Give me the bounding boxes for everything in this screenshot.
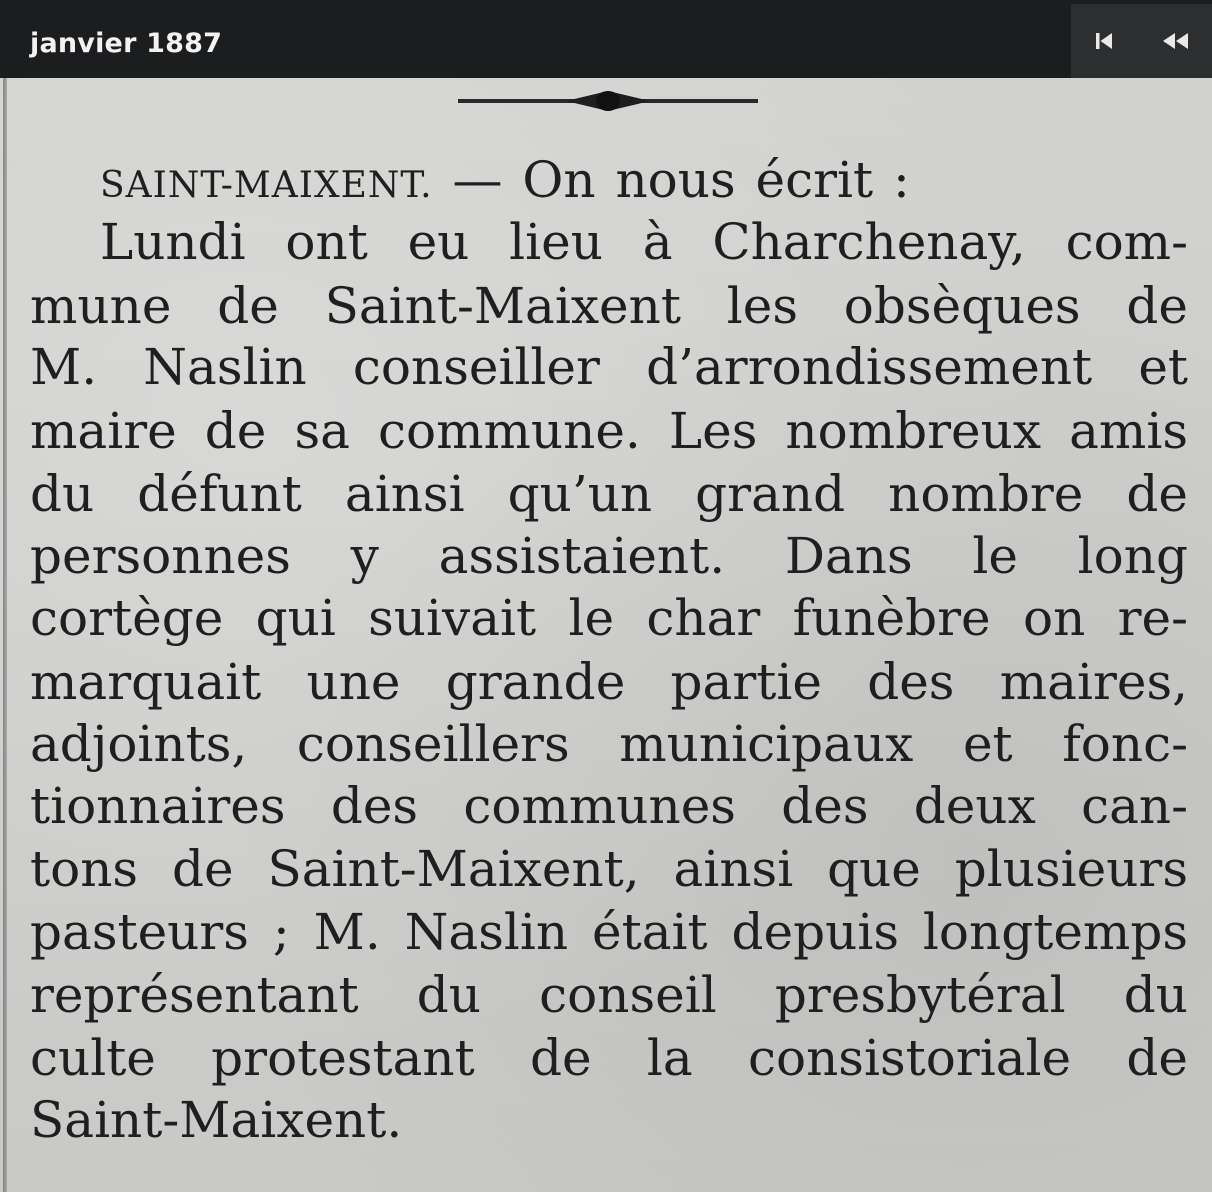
headline-place: SAINT-MAIXENT. — [100, 165, 433, 206]
article-headline — [100, 150, 1040, 210]
article-line: pasteurs ; M. Naslin était depuis longtemps — [30, 903, 1188, 961]
rewind-button[interactable] — [1137, 4, 1212, 78]
navigation-controls — [1071, 4, 1212, 78]
article-line: tons de Saint-Maixent, ainsi que plusieurs — [30, 840, 1188, 898]
article-line: personnes y assistaient. Dans le long — [30, 527, 1188, 585]
rewind-icon — [1160, 30, 1190, 52]
article-line: mune de Saint-Maixent les obsèques de — [30, 277, 1188, 335]
article-line: M. Naslin conseiller d’arrondissement et — [30, 338, 1188, 396]
scanned-newspaper-clipping — [0, 78, 1212, 1192]
article-line: marquait une grande partie des maires, — [30, 653, 1188, 711]
first-page-button[interactable] — [1071, 4, 1137, 78]
article-line: représentant du conseil presbytéral du — [30, 966, 1188, 1024]
article-line: tionnaires des communes des deux can- — [30, 777, 1188, 835]
decorative-divider — [456, 84, 760, 118]
article-line: culte protestant de la consistoriale de — [30, 1029, 1188, 1087]
article-line: cortège qui suivait le char funèbre on re- — [30, 589, 1188, 647]
article-line: Saint-Maixent. — [30, 1091, 403, 1149]
column-rule — [3, 78, 7, 1192]
headline-rest: — On nous écrit : — [452, 151, 910, 209]
top-bar — [0, 0, 1212, 78]
article-line: adjoints, conseillers municipaux et fonc- — [30, 715, 1188, 773]
article-line: maire de sa commune. Les nombreux amis — [30, 402, 1188, 460]
article-line: du défunt ainsi qu’un grand nombre de — [30, 465, 1188, 523]
skip-to-start-icon — [1093, 30, 1115, 52]
article-line: Lundi ont eu lieu à Charchenay, com- — [100, 213, 1188, 271]
page-title: janvier 1887 — [30, 28, 223, 59]
